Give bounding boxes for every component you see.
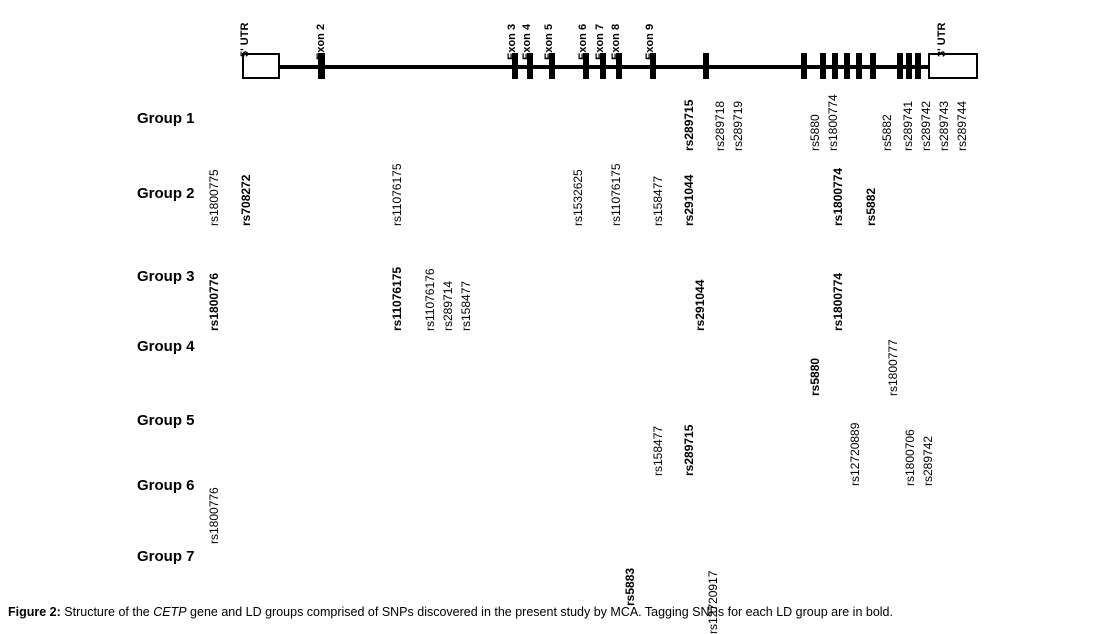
exon-tick-unlabeled-8 bbox=[897, 53, 903, 79]
exon-tick-unlabeled-1 bbox=[703, 53, 709, 79]
snp-label: rs291044 bbox=[693, 279, 707, 331]
snp-label: rs1800775 bbox=[207, 169, 221, 226]
snp-label: rs5883 bbox=[623, 567, 637, 606]
snp-label: rs1800774 bbox=[826, 94, 840, 151]
snp-label: rs158477 bbox=[651, 425, 665, 476]
snp-label: rs1800706 bbox=[903, 429, 917, 486]
exon-label-exon4: Exon 4 bbox=[521, 23, 533, 60]
snp-label: rs11076175 bbox=[390, 163, 404, 226]
group-label-3: Group 3 bbox=[137, 268, 195, 285]
group-label-1: Group 1 bbox=[137, 110, 195, 127]
caption-text-2: gene and LD groups comprised of SNPs discovered in the present study by MCA. Tagging SNPs for each LD group are in bold. bbox=[186, 605, 893, 619]
snp-label: rs5882 bbox=[864, 187, 878, 226]
caption-gene-name: CETP bbox=[153, 605, 187, 619]
snp-label: rs289714 bbox=[441, 280, 455, 331]
caption-text-1: Structure of the bbox=[60, 605, 154, 619]
snp-label: rs11076175 bbox=[390, 266, 404, 331]
exon-tick-unlabeled-10 bbox=[915, 53, 921, 79]
exon-label-exon3: Exon 3 bbox=[506, 23, 518, 60]
snp-label: rs1800776 bbox=[207, 487, 221, 544]
snp-label: rs289715 bbox=[682, 99, 696, 151]
figure-caption bbox=[8, 604, 1088, 621]
snp-label: rs1800777 bbox=[886, 339, 900, 396]
group-label-4: Group 4 bbox=[137, 338, 195, 355]
snp-label: rs11076175 bbox=[609, 163, 623, 226]
snp-label: rs289742 bbox=[921, 435, 935, 486]
group-label-5: Group 5 bbox=[137, 412, 195, 429]
exon-label-exon2: Exon 2 bbox=[315, 23, 327, 60]
exon-label-exon7: Exon 7 bbox=[594, 23, 606, 60]
group-label-2: Group 2 bbox=[137, 185, 195, 202]
group-label-6: Group 6 bbox=[137, 477, 195, 494]
snp-label: rs1800774 bbox=[831, 167, 845, 226]
group-label-7: Group 7 bbox=[137, 548, 195, 565]
exon-tick-unlabeled-3 bbox=[820, 53, 826, 79]
snp-label: rs289715 bbox=[682, 424, 696, 476]
snp-label: rs291044 bbox=[682, 174, 696, 226]
snp-label: rs289719 bbox=[731, 100, 745, 151]
snp-label: rs289743 bbox=[937, 100, 951, 151]
exon-tick-unlabeled-5 bbox=[844, 53, 850, 79]
exon-label-exon9: Exon 9 bbox=[644, 23, 656, 60]
snp-label: rs11076176 bbox=[423, 268, 437, 331]
utr5-label: 5' UTR bbox=[239, 22, 251, 57]
utr3-label: 3' UTR bbox=[936, 22, 948, 57]
exon-tick-unlabeled-7 bbox=[870, 53, 876, 79]
snp-label: rs708272 bbox=[239, 174, 253, 226]
snp-label: rs158477 bbox=[459, 280, 473, 331]
snp-label: rs5880 bbox=[808, 357, 822, 396]
snp-label: rs158477 bbox=[651, 175, 665, 226]
exon-tick-unlabeled-2 bbox=[801, 53, 807, 79]
snp-label: rs289741 bbox=[901, 100, 915, 151]
exon-tick-unlabeled-6 bbox=[856, 53, 862, 79]
exon-tick-unlabeled-4 bbox=[832, 53, 838, 79]
snp-label: rs289718 bbox=[713, 100, 727, 151]
snp-label: rs5882 bbox=[880, 114, 894, 151]
snp-label: rs1800776 bbox=[207, 272, 221, 331]
snp-label: rs289742 bbox=[919, 100, 933, 151]
snp-label: rs289744 bbox=[955, 100, 969, 151]
exon-label-exon6: Exon 6 bbox=[577, 23, 589, 60]
exon-tick-unlabeled-9 bbox=[906, 53, 912, 79]
caption-label: Figure 2: bbox=[8, 605, 61, 619]
snp-label: rs1532625 bbox=[571, 169, 585, 226]
snp-label: rs12720889 bbox=[848, 422, 862, 486]
exon-label-exon5: Exon 5 bbox=[543, 23, 555, 60]
snp-label: rs5880 bbox=[808, 114, 822, 151]
snp-label: rs12720917 bbox=[706, 570, 720, 634]
snp-label: rs1800774 bbox=[831, 272, 845, 331]
exon-label-exon8: Exon 8 bbox=[610, 23, 622, 60]
